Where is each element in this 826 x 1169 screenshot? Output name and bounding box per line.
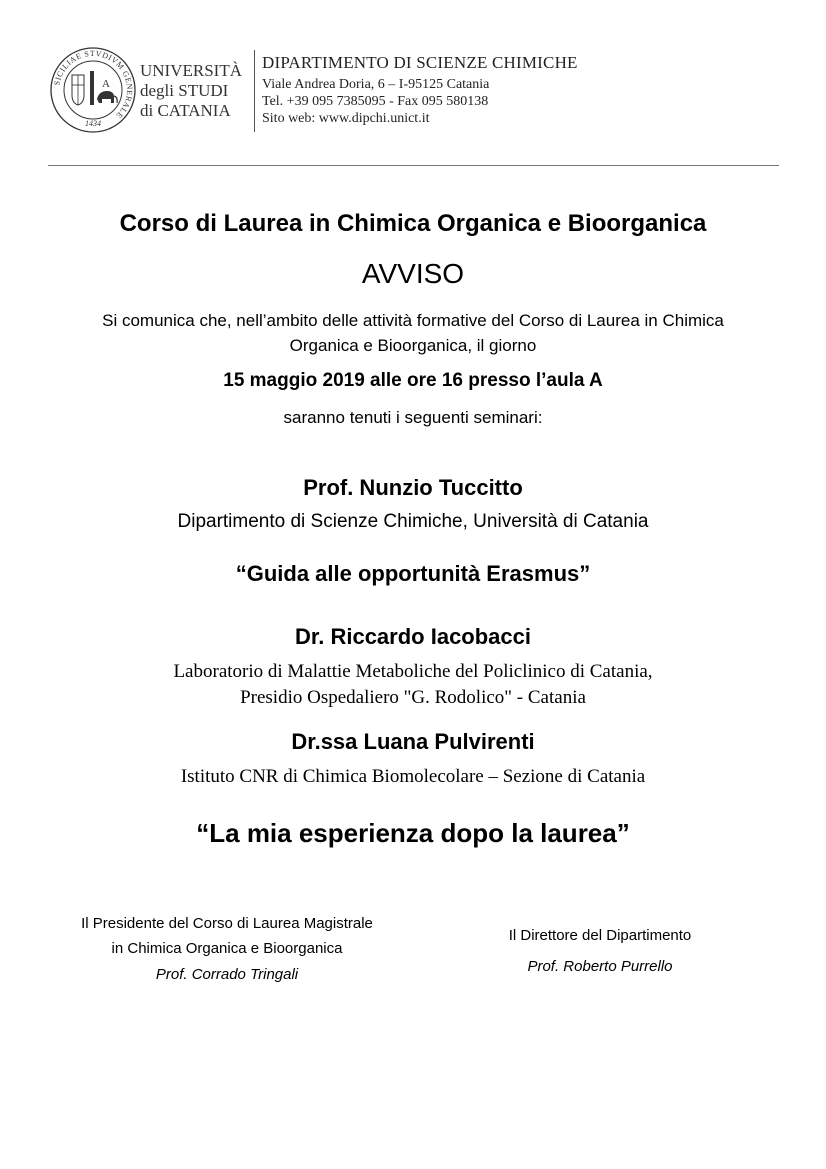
signature-left-role-line1: Il Presidente del Corso di Laurea Magistrale <box>81 915 373 932</box>
speaker-2-affiliation-line2: Presidio Ospedaliero "G. Rodolico" - Catania <box>240 687 586 708</box>
signature-right-name: Prof. Roberto Purrello <box>527 958 673 975</box>
university-name-line1: UNIVERSITÀ <box>140 61 242 80</box>
header-divider <box>254 50 255 132</box>
intro-line2: Organica e Bioorganica, il giorno <box>289 336 537 355</box>
seal-year: 1434 <box>85 119 101 128</box>
speaker-2-name: Dr. Riccardo Iacobacci <box>295 624 531 649</box>
department-phone: Tel. +39 095 7385095 - Fax 095 580138 <box>262 94 489 109</box>
speaker-3-name: Dr.ssa Luana Pulvirenti <box>291 729 535 754</box>
header-rule <box>48 165 779 166</box>
department-name: DIPARTIMENTO DI SCIENZE CHIMICHE <box>262 53 578 72</box>
university-name-line3: di CATANIA <box>140 101 231 120</box>
signature-left-name: Prof. Corrado Tringali <box>155 966 299 983</box>
notice-heading: AVVISO <box>361 258 465 289</box>
speaker-3-affiliation: Istituto CNR di Chimica Biomolecolare – Sezione di Catania <box>180 766 646 787</box>
speaker-1-name: Prof. Nunzio Tuccitto <box>303 475 523 500</box>
seminar-1-title: “Guida alle opportunità Erasmus” <box>235 561 591 586</box>
intro-line1: Si comunica che, nell’ambito delle attività formative del Corso di Laurea in Chimica <box>102 311 724 330</box>
seal-letter: A <box>102 78 110 90</box>
seal-ring-text: SICILIAE STVDIVM GENERALE <box>52 48 135 121</box>
speaker-1-affiliation: Dipartimento di Scienze Chimiche, Università di Catania <box>177 511 649 532</box>
department-address: Viale Andrea Doria, 6 – I-95125 Catania <box>262 77 490 92</box>
signature-left-role-line2: in Chimica Organica e Bioorganica <box>111 940 343 957</box>
seminar-2-title: “La mia esperienza dopo la laurea” <box>196 818 630 848</box>
university-name-line2: degli STUDI <box>140 81 229 100</box>
date-place: 15 maggio 2019 alle ore 16 presso l’aula A <box>223 370 603 391</box>
course-title: Corso di Laurea in Chimica Organica e Bioorganica <box>119 210 707 237</box>
signature-right-role: Il Direttore del Dipartimento <box>508 927 692 944</box>
university-seal-logo <box>50 47 136 133</box>
seminars-lead: saranno tenuti i seguenti seminari: <box>283 408 543 427</box>
department-website: Sito web: www.dipchi.unict.it <box>262 111 430 126</box>
speaker-2-affiliation-line1: Laboratorio di Malattie Metaboliche del Policlinico di Catania, <box>173 661 653 682</box>
